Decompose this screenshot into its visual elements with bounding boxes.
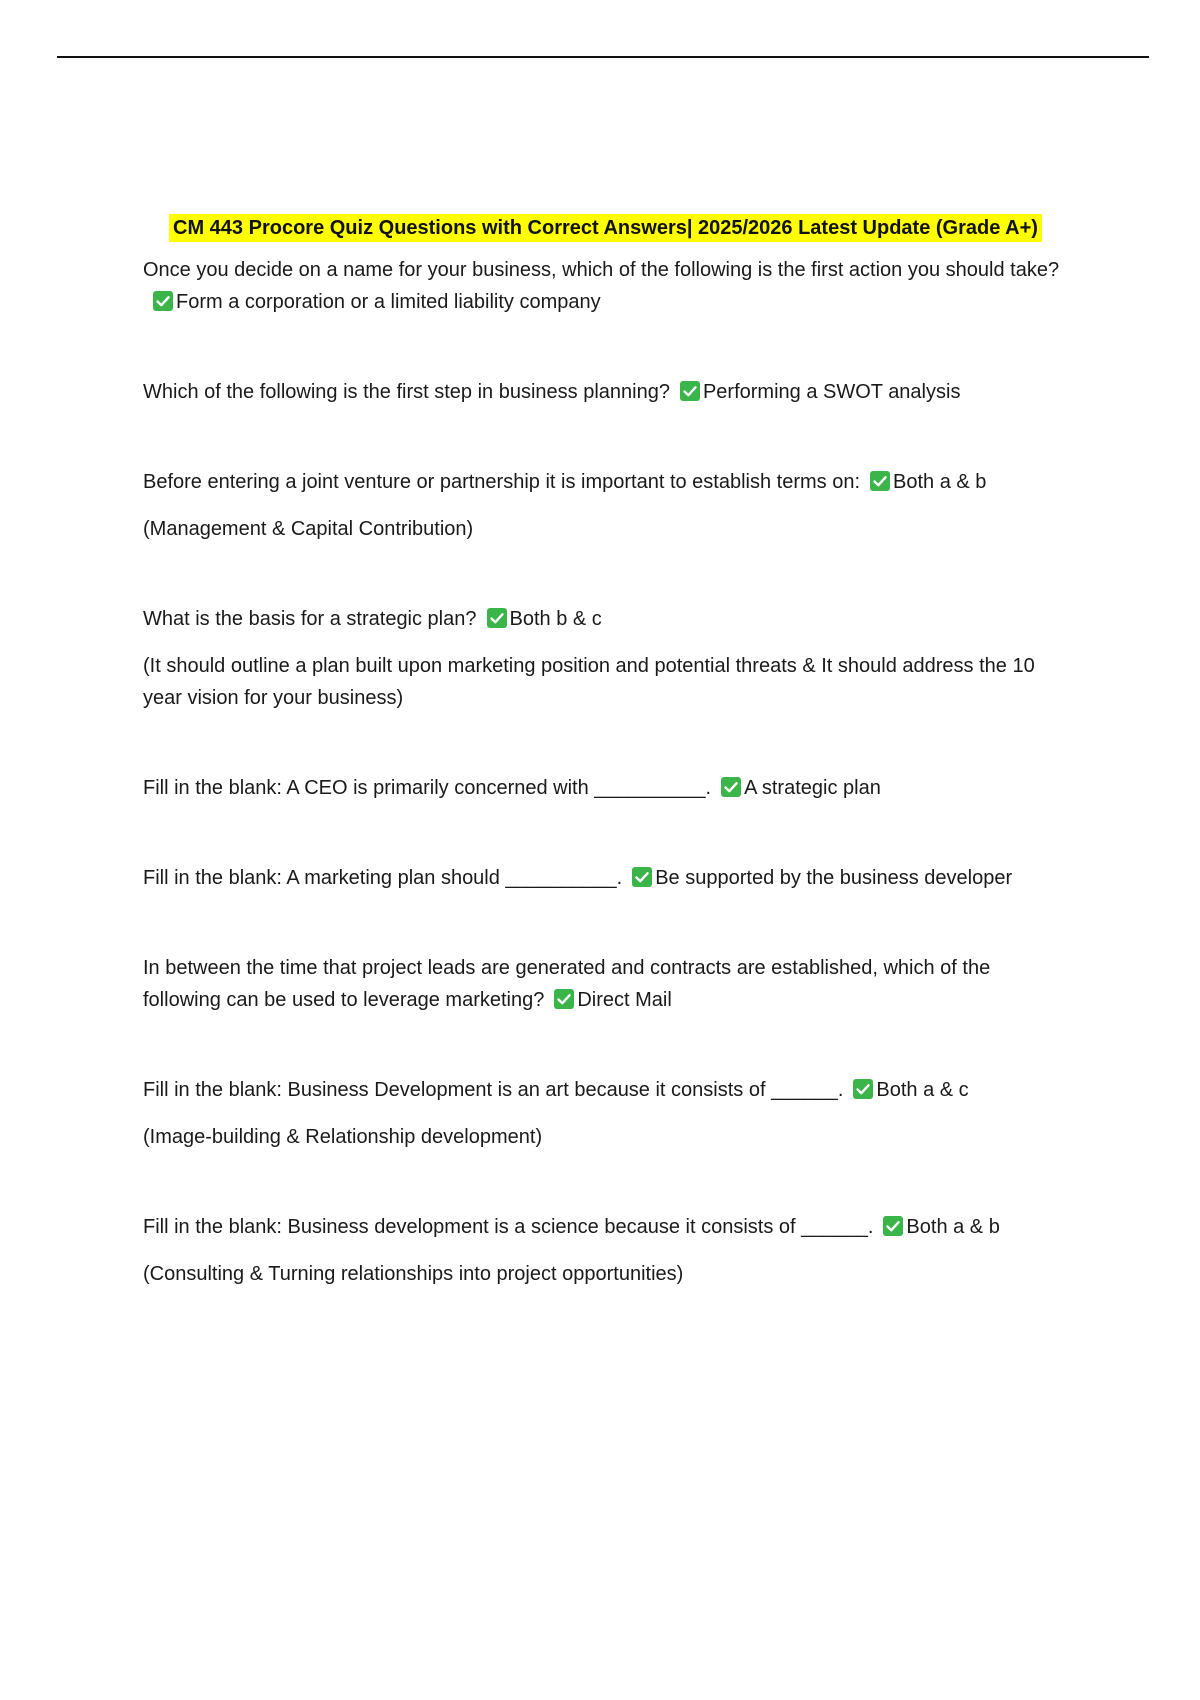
answer-text: Performing a SWOT analysis — [702, 381, 961, 403]
check-mark-button-icon — [853, 1079, 873, 1099]
qa-question-line — [143, 603, 1068, 635]
check-mark-button-icon — [554, 989, 574, 1009]
qa-item — [143, 952, 1068, 1016]
question-text: Before entering a joint venture or partnership it is important to establish terms on: — [143, 471, 861, 493]
question-text: Fill in the blank: Business Development is an art because it consists of ______. — [143, 1079, 844, 1101]
qa-item — [143, 1211, 1068, 1290]
answer-text: Form a corporation or a limited liability company — [176, 291, 601, 313]
top-divider-line — [57, 56, 1149, 58]
qa-item — [143, 1074, 1068, 1153]
check-mark-button-icon — [680, 381, 700, 401]
check-mark-button-icon — [153, 291, 173, 311]
qa-list — [143, 254, 1068, 1290]
answer-text: Both a & b — [893, 471, 987, 493]
answer-text: Direct Mail — [577, 989, 672, 1011]
qa-note: (Management & Capital Contribution) — [143, 518, 474, 540]
check-mark-button-icon — [487, 608, 507, 628]
document-title: CM 443 Procore Quiz Questions with Correct Answers| 2025/2026 Latest Update (Grade A+) — [169, 214, 1042, 242]
qa-note: (Image-building & Relationship development) — [143, 1126, 543, 1148]
qa-item — [143, 254, 1068, 318]
qa-note: (It should outline a plan built upon marketing position and potential threats & It should address the 10 year vision for your business) — [143, 655, 1035, 709]
qa-item — [143, 772, 1068, 804]
check-mark-button-icon — [721, 777, 741, 797]
qa-item — [143, 862, 1068, 894]
qa-question-line — [143, 772, 1068, 804]
check-mark-button-icon — [870, 471, 890, 491]
qa-question-line — [143, 952, 1068, 1016]
qa-question-line — [143, 1074, 1068, 1106]
qa-question-line — [143, 1211, 1068, 1243]
qa-item — [143, 466, 1068, 545]
qa-question-line — [143, 376, 1068, 408]
question-text: In between the time that project leads are generated and contracts are established, which of the following can be used to leverage marketing? — [143, 957, 991, 1011]
check-mark-button-icon — [883, 1216, 903, 1236]
check-mark-button-icon — [632, 867, 652, 887]
answer-text: Both b & c — [509, 608, 602, 630]
answer-text: Both a & c — [876, 1079, 969, 1101]
question-text: Which of the following is the first step in business planning? — [143, 381, 670, 403]
document-body — [143, 214, 1068, 1348]
question-text: What is the basis for a strategic plan? — [143, 608, 477, 630]
question-text: Fill in the blank: A CEO is primarily concerned with __________. — [143, 777, 712, 799]
qa-item — [143, 603, 1068, 714]
qa-item — [143, 376, 1068, 408]
question-text: Once you decide on a name for your business, which of the following is the first action you should take? — [143, 259, 1060, 281]
answer-text: Both a & b — [906, 1216, 1000, 1238]
qa-question-line — [143, 466, 1068, 498]
qa-question-line — [143, 254, 1068, 318]
title-row — [143, 214, 1068, 242]
answer-text: Be supported by the business developer — [655, 867, 1013, 889]
qa-note: (Consulting & Turning relationships into project opportunities) — [143, 1263, 684, 1285]
qa-question-line — [143, 862, 1068, 894]
question-text: Fill in the blank: A marketing plan should __________. — [143, 867, 623, 889]
answer-text: A strategic plan — [744, 777, 881, 799]
question-text: Fill in the blank: Business development is a science because it consists of ______. — [143, 1216, 874, 1238]
